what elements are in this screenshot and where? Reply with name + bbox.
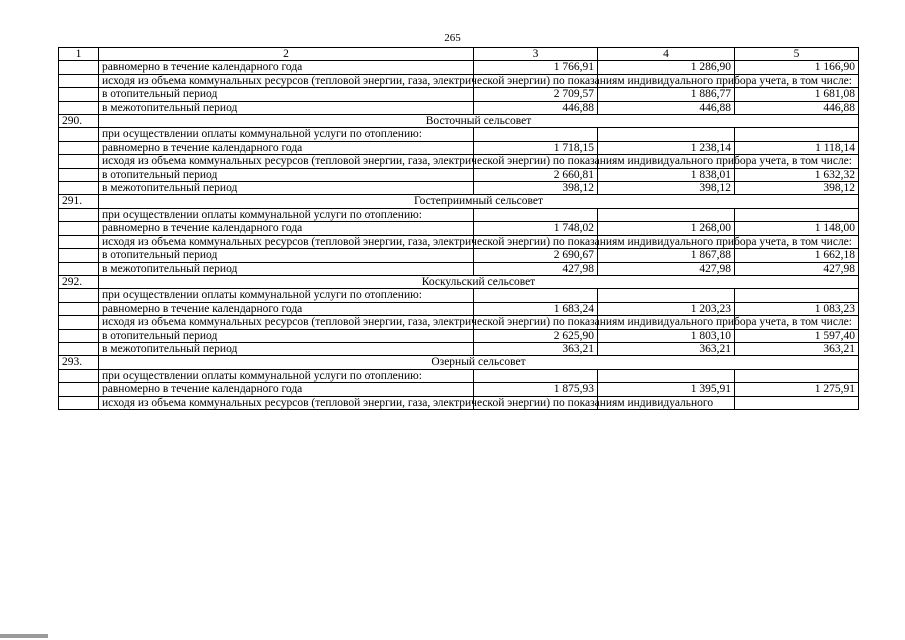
row-label: равномерно в течение календарного года bbox=[99, 302, 474, 315]
tariff-table bbox=[58, 47, 859, 410]
table-row bbox=[59, 302, 859, 315]
value-col-3: 2 660,81 bbox=[474, 168, 598, 181]
value-col-5: 1 083,23 bbox=[735, 302, 859, 315]
table-row bbox=[59, 249, 859, 262]
value-col-4 bbox=[598, 289, 735, 302]
row-number bbox=[59, 61, 99, 74]
row-number bbox=[59, 128, 99, 141]
row-number bbox=[59, 101, 99, 114]
value-col-3 bbox=[474, 289, 598, 302]
table-row bbox=[59, 329, 859, 342]
value-col-4: 1 838,01 bbox=[598, 168, 735, 181]
value-col-5: 446,88 bbox=[735, 101, 859, 114]
value-col-5 bbox=[735, 208, 859, 221]
row-number bbox=[59, 329, 99, 342]
column-header: 2 bbox=[99, 48, 474, 61]
value-col-5 bbox=[735, 128, 859, 141]
row-label: в отопительный период bbox=[99, 249, 474, 262]
row-number bbox=[59, 316, 99, 329]
value-col-4: 1 803,10 bbox=[598, 329, 735, 342]
row-label: исходя из объема коммунальных ресурсов (тепловой энергии, газа, электрической энергии) по показаниям индивидуального прибора учета, в том числе: bbox=[99, 155, 474, 168]
row-label: исходя из объема коммунальных ресурсов (тепловой энергии, газа, электрической энергии) по показаниям индивидуального bbox=[99, 396, 474, 409]
value-col-4: 1 286,90 bbox=[598, 61, 735, 74]
row-label: при осуществлении оплаты коммунальной услуги по отоплению: bbox=[99, 289, 474, 302]
row-number bbox=[59, 262, 99, 275]
row-label: исходя из объема коммунальных ресурсов (тепловой энергии, газа, электрической энергии) по показаниям индивидуального прибора учета, в том числе: bbox=[99, 74, 474, 87]
column-header: 4 bbox=[598, 48, 735, 61]
section-title: Озерный сельсовет bbox=[99, 356, 859, 369]
table-row bbox=[59, 208, 859, 221]
section-number: 292. bbox=[59, 275, 99, 288]
section-row bbox=[59, 115, 859, 128]
value-col-3 bbox=[474, 208, 598, 221]
value-col-3: 2 625,90 bbox=[474, 329, 598, 342]
column-header: 5 bbox=[735, 48, 859, 61]
value-col-5 bbox=[735, 396, 859, 409]
value-col-4: 1 395,91 bbox=[598, 383, 735, 396]
value-col-5: 1 118,14 bbox=[735, 141, 859, 154]
value-col-3: 1 766,91 bbox=[474, 61, 598, 74]
row-label: в межотопительный период bbox=[99, 182, 474, 195]
page-number: 265 bbox=[444, 32, 461, 44]
row-label: равномерно в течение календарного года bbox=[99, 61, 474, 74]
table-row bbox=[59, 235, 859, 248]
value-col-3: 363,21 bbox=[474, 342, 598, 355]
value-col-5: 1 166,90 bbox=[735, 61, 859, 74]
value-col-5: 1 681,08 bbox=[735, 88, 859, 101]
section-title: Гостеприимный сельсовет bbox=[99, 195, 859, 208]
value-col-3: 2 690,67 bbox=[474, 249, 598, 262]
value-col-5 bbox=[735, 369, 859, 382]
row-label: в межотопительный период bbox=[99, 262, 474, 275]
value-col-3: 1 718,15 bbox=[474, 141, 598, 154]
row-number bbox=[59, 369, 99, 382]
table-row bbox=[59, 88, 859, 101]
row-label: в межотопительный период bbox=[99, 342, 474, 355]
table-row bbox=[59, 74, 859, 87]
value-col-4: 427,98 bbox=[598, 262, 735, 275]
value-col-5: 1 275,91 bbox=[735, 383, 859, 396]
value-col-4: 1 203,23 bbox=[598, 302, 735, 315]
value-col-4 bbox=[598, 369, 735, 382]
row-label: при осуществлении оплаты коммунальной услуги по отоплению: bbox=[99, 208, 474, 221]
section-number: 290. bbox=[59, 115, 99, 128]
row-number bbox=[59, 383, 99, 396]
table-header-row bbox=[59, 48, 859, 61]
table-row bbox=[59, 289, 859, 302]
row-number bbox=[59, 155, 99, 168]
section-number: 293. bbox=[59, 356, 99, 369]
row-label: в отопительный период bbox=[99, 168, 474, 181]
row-number bbox=[59, 74, 99, 87]
table-row bbox=[59, 128, 859, 141]
value-col-4: 1 238,14 bbox=[598, 141, 735, 154]
value-col-4: 1 268,00 bbox=[598, 222, 735, 235]
value-col-3: 398,12 bbox=[474, 182, 598, 195]
row-label: в отопительный период bbox=[99, 329, 474, 342]
value-col-5: 363,21 bbox=[735, 342, 859, 355]
table-row bbox=[59, 342, 859, 355]
row-number bbox=[59, 249, 99, 262]
row-label: при осуществлении оплаты коммунальной услуги по отоплению: bbox=[99, 128, 474, 141]
table-row bbox=[59, 61, 859, 74]
section-row bbox=[59, 275, 859, 288]
table-row bbox=[59, 141, 859, 154]
page-edge-mark bbox=[0, 634, 48, 638]
section-title: Восточный сельсовет bbox=[99, 115, 859, 128]
value-col-3: 1 748,02 bbox=[474, 222, 598, 235]
column-header: 1 bbox=[59, 48, 99, 61]
value-col-3: 427,98 bbox=[474, 262, 598, 275]
value-col-3: 2 709,57 bbox=[474, 88, 598, 101]
column-header: 3 bbox=[474, 48, 598, 61]
row-number bbox=[59, 302, 99, 315]
section-row bbox=[59, 356, 859, 369]
section-number: 291. bbox=[59, 195, 99, 208]
table-row bbox=[59, 101, 859, 114]
row-label: исходя из объема коммунальных ресурсов (тепловой энергии, газа, электрической энергии) по показаниям индивидуального прибора учета, в том числе: bbox=[99, 316, 474, 329]
value-col-3 bbox=[474, 128, 598, 141]
value-col-5: 398,12 bbox=[735, 182, 859, 195]
value-col-4: 446,88 bbox=[598, 101, 735, 114]
table-row bbox=[59, 369, 859, 382]
value-col-3: 1 875,93 bbox=[474, 383, 598, 396]
value-col-4 bbox=[598, 208, 735, 221]
row-number bbox=[59, 222, 99, 235]
table-row bbox=[59, 168, 859, 181]
value-col-4: 1 867,88 bbox=[598, 249, 735, 262]
table-row bbox=[59, 155, 859, 168]
row-number bbox=[59, 208, 99, 221]
row-number bbox=[59, 168, 99, 181]
row-label: в отопительный период bbox=[99, 88, 474, 101]
table-row bbox=[59, 262, 859, 275]
value-col-5: 1 597,40 bbox=[735, 329, 859, 342]
table-row bbox=[59, 316, 859, 329]
value-col-5 bbox=[735, 289, 859, 302]
value-col-4: 363,21 bbox=[598, 342, 735, 355]
section-title: Коскульский сельсовет bbox=[99, 275, 859, 288]
row-number bbox=[59, 141, 99, 154]
value-col-5: 1 148,00 bbox=[735, 222, 859, 235]
row-label: при осуществлении оплаты коммунальной услуги по отоплению: bbox=[99, 369, 474, 382]
row-label: равномерно в течение календарного года bbox=[99, 222, 474, 235]
row-number bbox=[59, 396, 99, 409]
table-row bbox=[59, 383, 859, 396]
row-number bbox=[59, 182, 99, 195]
row-number bbox=[59, 235, 99, 248]
value-col-3 bbox=[474, 369, 598, 382]
row-label: исходя из объема коммунальных ресурсов (тепловой энергии, газа, электрической энергии) по показаниям индивидуального прибора учета, в том числе: bbox=[99, 235, 474, 248]
row-number bbox=[59, 342, 99, 355]
value-col-4: 398,12 bbox=[598, 182, 735, 195]
table-row bbox=[59, 182, 859, 195]
value-col-4: 1 886,77 bbox=[598, 88, 735, 101]
value-col-5: 427,98 bbox=[735, 262, 859, 275]
row-number bbox=[59, 289, 99, 302]
row-number bbox=[59, 88, 99, 101]
row-label: равномерно в течение календарного года bbox=[99, 141, 474, 154]
table-row bbox=[59, 396, 859, 409]
value-col-3: 446,88 bbox=[474, 101, 598, 114]
value-col-3: 1 683,24 bbox=[474, 302, 598, 315]
section-row bbox=[59, 195, 859, 208]
row-label: равномерно в течение календарного года bbox=[99, 383, 474, 396]
table-row bbox=[59, 222, 859, 235]
value-col-5: 1 662,18 bbox=[735, 249, 859, 262]
row-label: в межотопительный период bbox=[99, 101, 474, 114]
value-col-4 bbox=[598, 128, 735, 141]
value-col-5: 1 632,32 bbox=[735, 168, 859, 181]
